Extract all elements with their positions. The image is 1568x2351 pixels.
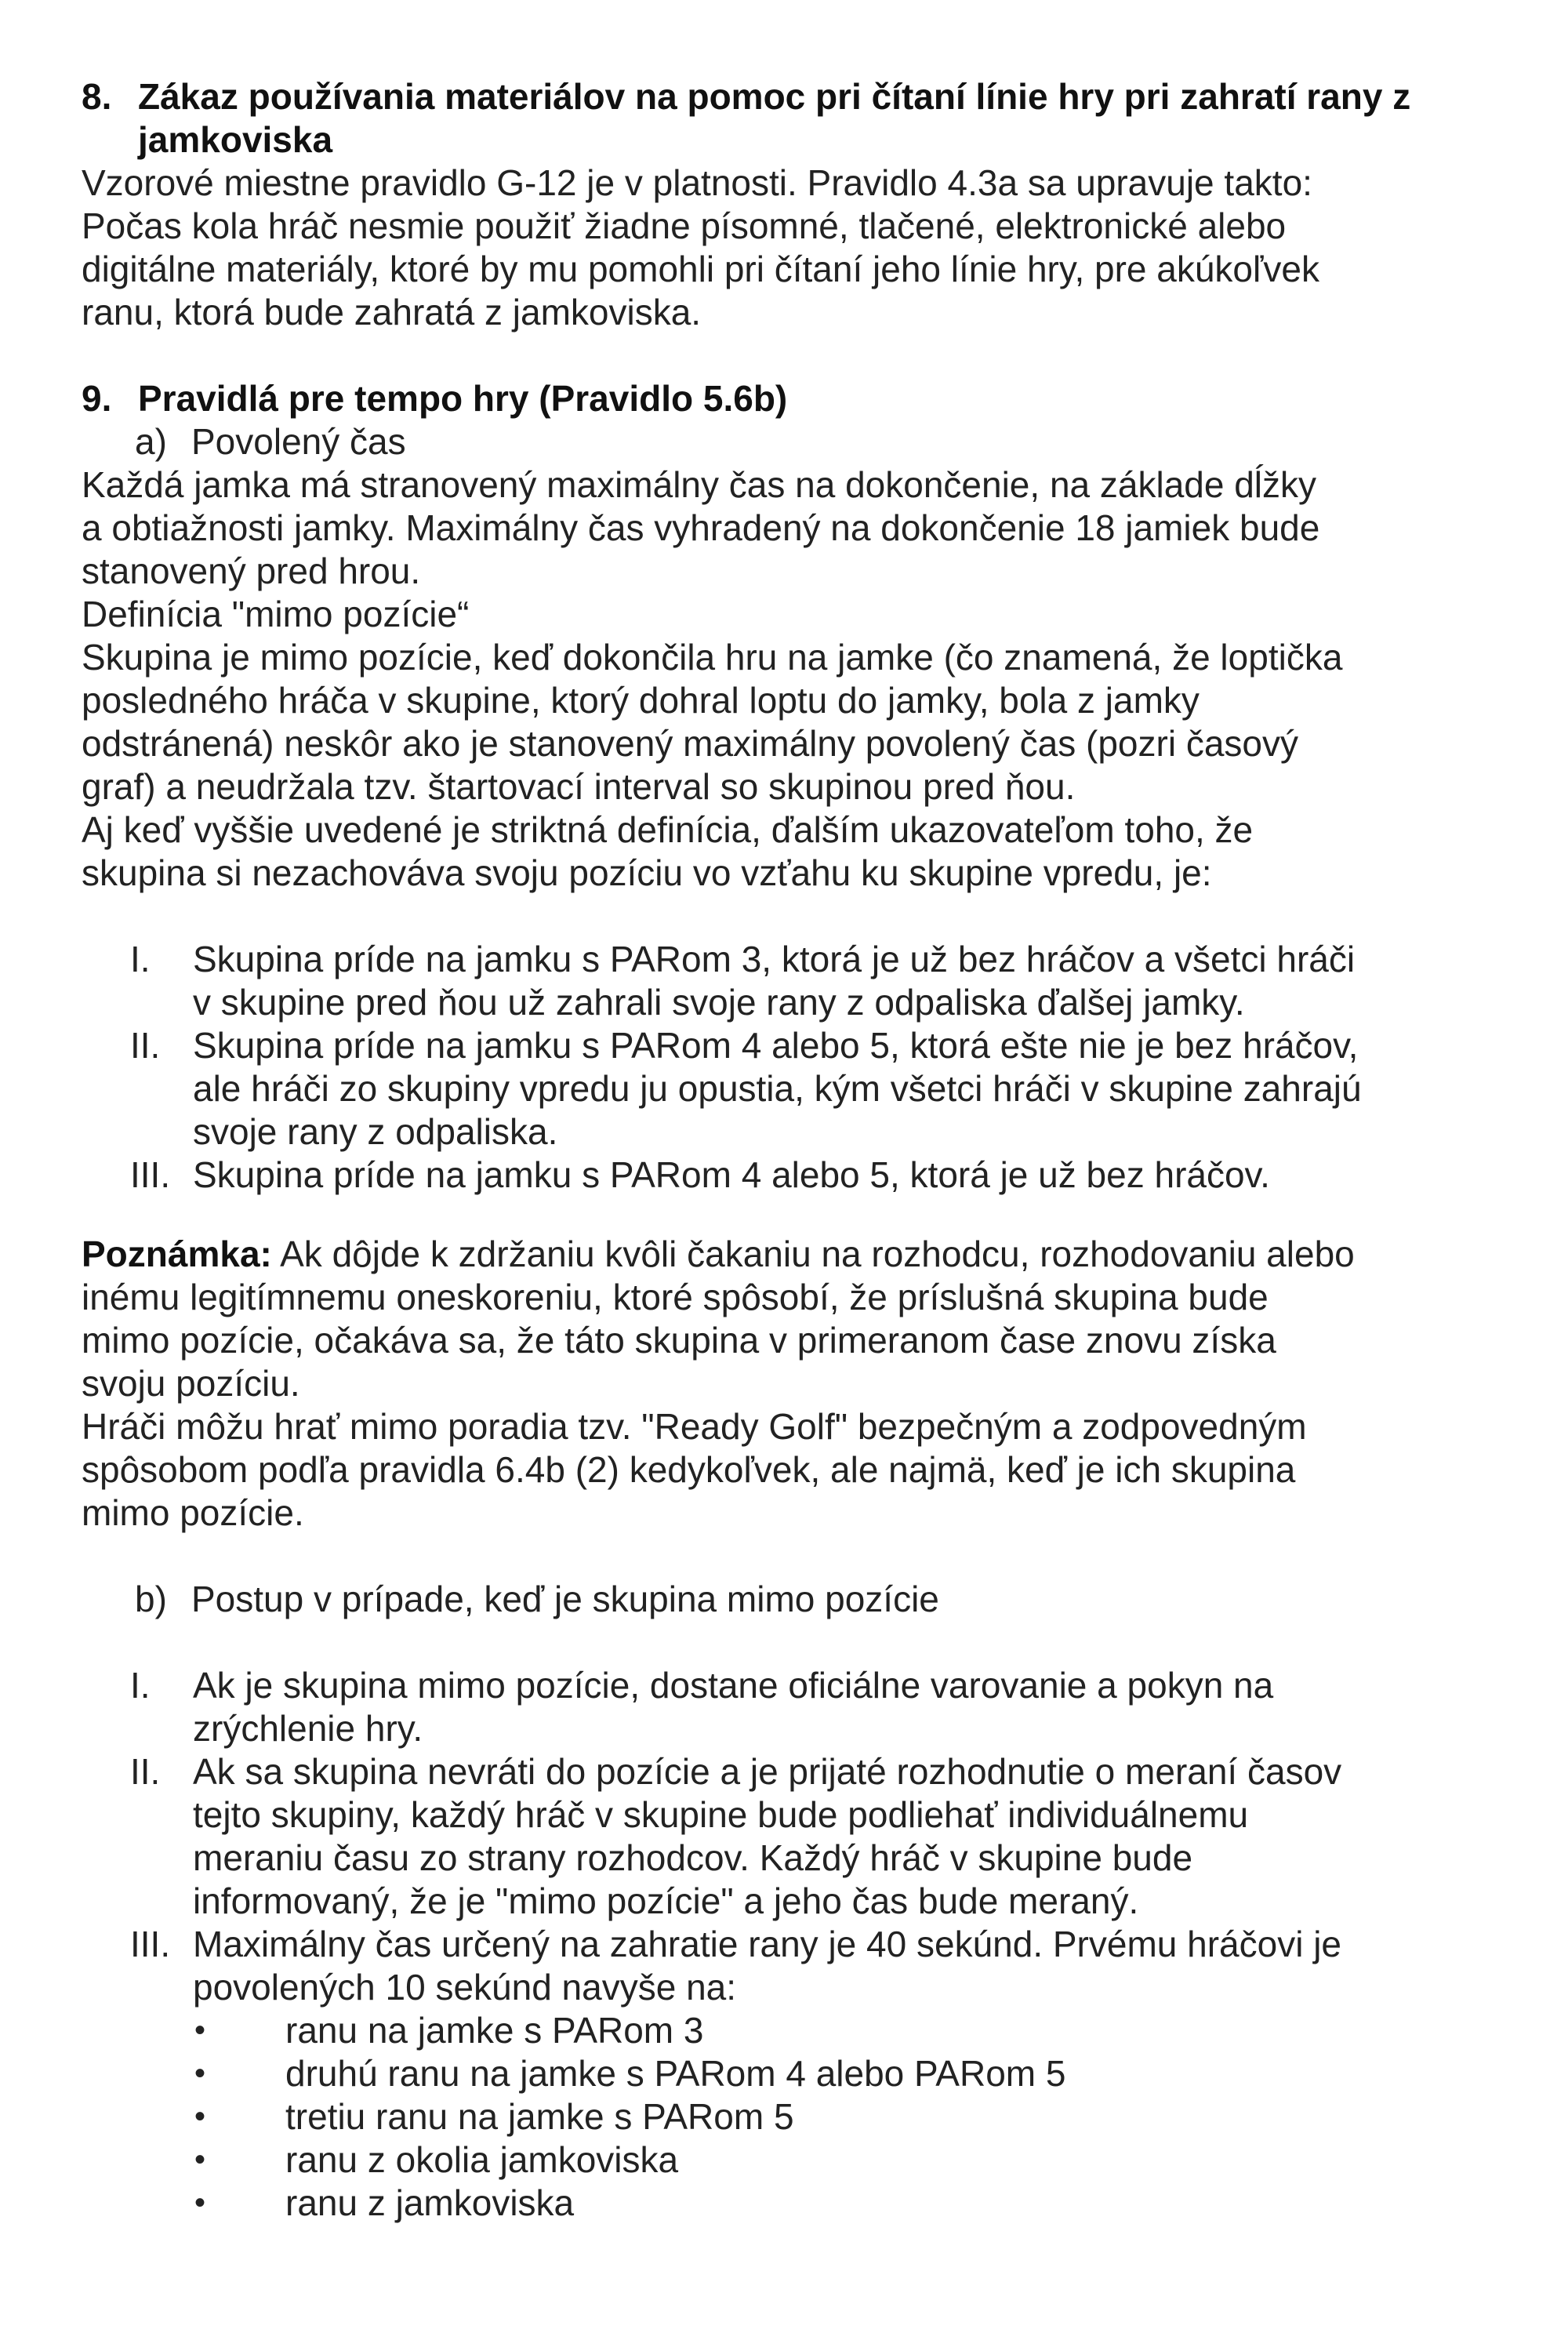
list-item-numeral: III. <box>130 1924 171 1964</box>
note-first-line-text: Ak dôjde k zdržaniu kvôli čakaniu na rozhodcu, rozhodovaniu alebo <box>271 1234 1355 1274</box>
body-line: mimo pozície. <box>82 1492 304 1533</box>
list-item-line: Skupina príde na jamku s PARom 4 alebo 5, ktorá ešte nie je bez hráčov, <box>193 1025 1359 1066</box>
body-line: skupina si nezachováva svoju pozíciu vo vzťahu ku skupine vpredu, je: <box>82 852 1212 893</box>
body-line: Počas kola hráč nesmie použiť žiadne písomné, tlačené, elektronické alebo <box>82 205 1287 246</box>
list-item-line: Ak je skupina mimo pozície, dostane oficiálne varovanie a pokyn na <box>193 1665 1274 1706</box>
list-item <box>82 1154 1508 1197</box>
subsection-a-heading <box>82 420 1508 463</box>
subsection-b-letter: b) <box>135 1579 167 1619</box>
body-line: Každá jamka má stranovený maximálny čas na dokončenie, na základe dĺžky <box>82 464 1317 505</box>
body-line: Vzorové miestne pravidlo G-12 je v platnosti. Pravidlo 4.3a sa upravuje takto: <box>82 162 1312 203</box>
list-item-numeral: II. <box>130 1751 161 1792</box>
body-line: spôsobom podľa pravidla 6.4b (2) kedykoľvek, ale najmä, keď je ich skupina <box>82 1449 1296 1490</box>
subsection-a-body <box>82 463 1508 895</box>
list-item-line: Skupina príde na jamku s PARom 4 alebo 5, ktorá je už bez hráčov. <box>193 1154 1270 1195</box>
bullet-icon: • <box>194 2186 206 2220</box>
body-line: odstránená) neskôr ako je stanovený maximálny povolený čas (pozri časový <box>82 723 1298 764</box>
list-item-line: zrýchlenie hry. <box>193 1708 423 1749</box>
body-line: svoju pozíciu. <box>82 1363 300 1404</box>
body-line: Hráči môžu hrať mimo poradia tzv. "Ready Golf" bezpečným a zodpovedným <box>82 1406 1307 1447</box>
list-item <box>82 938 1508 1024</box>
list-item <box>82 1024 1508 1154</box>
subsection-a-letter: a) <box>135 421 167 462</box>
list-item-line: svoje rany z odpaliska. <box>193 1111 558 1152</box>
bullet-item <box>82 2095 1508 2138</box>
list-item-line: Ak sa skupina nevráti do pozície a je prijaté rozhodnutie o meraní časov <box>193 1751 1342 1792</box>
body-line: Skupina je mimo pozície, keď dokončila hru na jamke (čo znamená, že loptička <box>82 637 1343 678</box>
list-item-numeral: I. <box>130 939 151 979</box>
list-item-line: informovaný, že je "mimo pozície" a jeho čas bude meraný. <box>193 1880 1139 1921</box>
out-of-position-indicators-list <box>82 938 1508 1197</box>
subsection-a-title: Povolený čas <box>191 421 406 462</box>
bullet-text: tretiu ranu na jamke s PARom 5 <box>285 2096 794 2137</box>
bullet-text: druhú ranu na jamke s PARom 4 alebo PARom 5 <box>285 2053 1066 2094</box>
body-line: a obtiažnosti jamky. Maximálny čas vyhradený na dokončenie 18 jamiek bude <box>82 507 1320 548</box>
list-item-line: tejto skupiny, každý hráč v skupine bude podliehať individuálnemu <box>193 1794 1249 1835</box>
list-item-line: povolených 10 sekúnd navyše na: <box>193 1967 737 2008</box>
section-9-number: 9. <box>82 378 112 419</box>
list-item-numeral: III. <box>130 1154 171 1195</box>
bullet-item <box>82 2009 1508 2052</box>
body-line: Aj keď vyššie uvedené je striktná definícia, ďalším ukazovateľom toho, že <box>82 809 1254 850</box>
note-first-line <box>82 1233 1508 1276</box>
body-line: ranu, ktorá bude zahratá z jamkoviska. <box>82 292 702 332</box>
body-line: mimo pozície, očakáva sa, že táto skupina v primeranom čase znovu získa <box>82 1320 1276 1361</box>
section-8-number: 8. <box>82 76 112 117</box>
list-item-line: Skupina príde na jamku s PARom 3, ktorá je už bez hráčov a všetci hráči <box>193 939 1356 979</box>
bullet-icon: • <box>194 2142 206 2177</box>
note-block <box>82 1233 1508 1535</box>
list-item <box>82 1664 1508 1750</box>
list-item <box>82 1923 1508 2009</box>
body-line: graf) a neudržala tzv. štartovací interval so skupinou pred ňou. <box>82 766 1076 807</box>
list-item-numeral: II. <box>130 1025 161 1066</box>
note-label: Poznámka: <box>82 1234 272 1274</box>
list-item <box>82 1750 1508 1923</box>
bullet-icon: • <box>194 2013 206 2048</box>
subsection-b-title: Postup v prípade, keď je skupina mimo pozície <box>191 1579 939 1619</box>
bullet-item <box>82 2182 1508 2225</box>
bullet-item <box>82 2138 1508 2182</box>
list-item-line: v skupine pred ňou už zahrali svoje rany z odpaliska ďalšej jamky. <box>193 982 1245 1023</box>
list-item-line: meraniu času zo strany rozhodcov. Každý hráč v skupine bude <box>193 1837 1193 1878</box>
body-line: stanovený pred hrou. <box>82 551 421 591</box>
body-line: digitálne materiály, ktoré by mu pomohli pri čítaní jeho línie hry, pre akúkoľvek <box>82 249 1320 289</box>
bullet-list <box>82 2009 1508 2225</box>
list-item-numeral: I. <box>130 1665 151 1706</box>
section-8-heading <box>82 75 1508 162</box>
document-page <box>82 75 1508 2225</box>
section-9-heading <box>82 377 1508 420</box>
bullet-text: ranu z okolia jamkoviska <box>285 2139 679 2180</box>
list-item-line: Maximálny čas určený na zahratie rany je 40 sekúnd. Prvému hráčovi je <box>193 1924 1342 1964</box>
section-8-body <box>82 162 1508 334</box>
body-line: inému legitímnemu oneskoreniu, ktoré spôsobí, že príslušná skupina bude <box>82 1277 1269 1317</box>
list-item-line: ale hráči zo skupiny vpredu ju opustia, kým všetci hráči v skupine zahrajú <box>193 1068 1362 1109</box>
bullet-icon: • <box>194 2056 206 2091</box>
bullet-icon: • <box>194 2099 206 2134</box>
section-9-title: Pravidlá pre tempo hry (Pravidlo 5.6b) <box>138 378 788 419</box>
procedure-list <box>82 1664 1508 2009</box>
subsection-b-heading <box>82 1578 1508 1621</box>
body-line: posledného hráča v skupine, ktorý dohral loptu do jamky, bola z jamky <box>82 680 1200 721</box>
bullet-text: ranu z jamkoviska <box>285 2182 575 2223</box>
bullet-text: ranu na jamke s PARom 3 <box>285 2010 704 2051</box>
bullet-item <box>82 2052 1508 2095</box>
definition-heading: Definícia "mimo pozície“ <box>82 594 470 634</box>
section-8-title: Zákaz používania materiálov na pomoc pri čítaní línie hry pri zahratí rany z jamkoviska <box>138 76 1411 160</box>
